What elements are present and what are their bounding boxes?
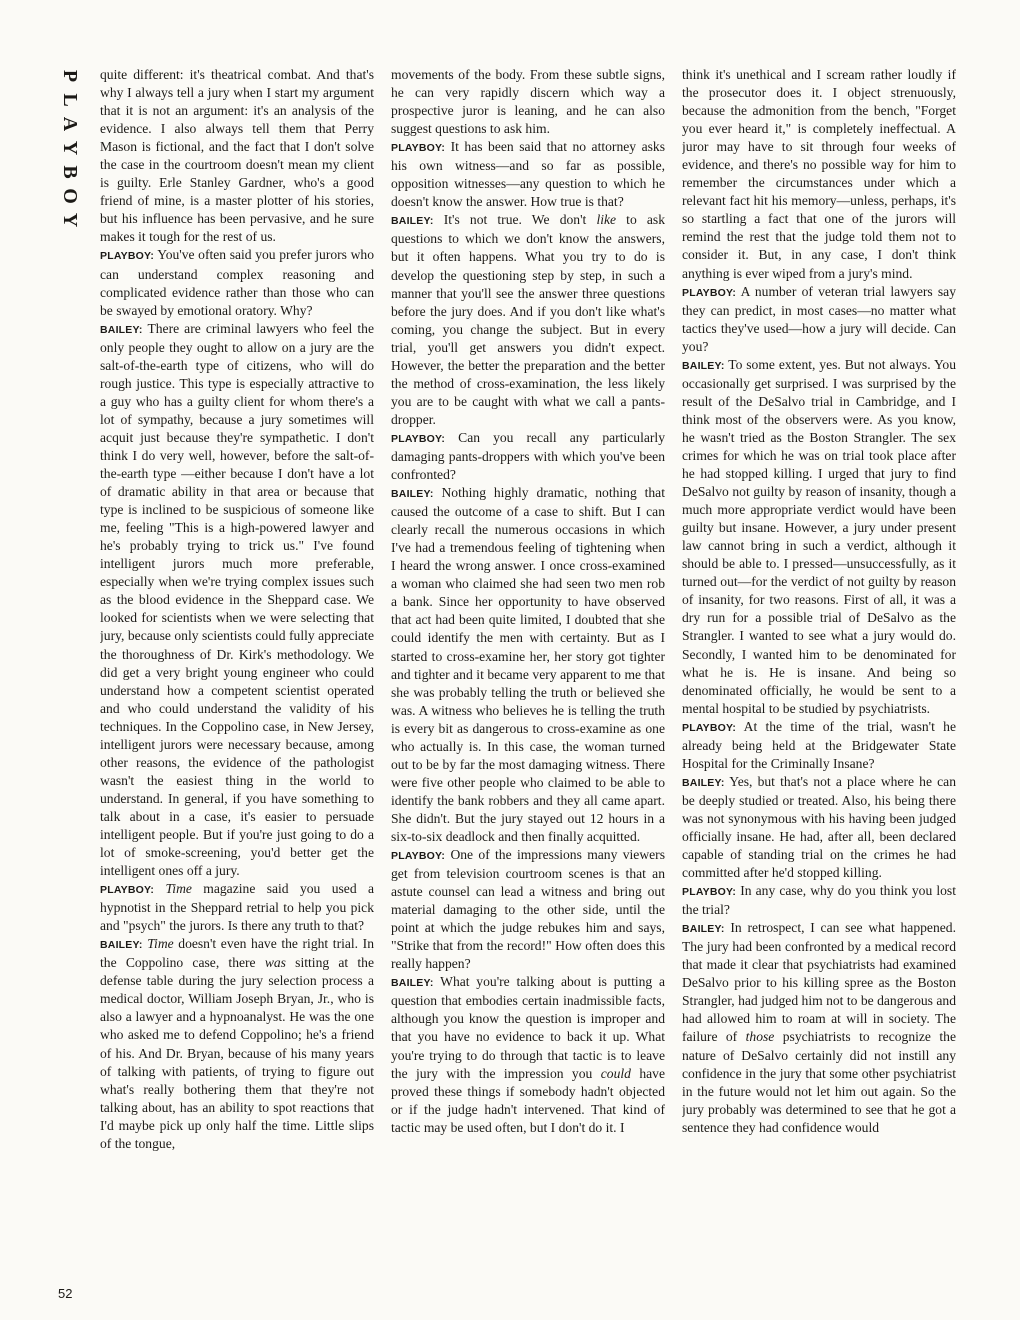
speaker-label: PLAYBOY: (682, 886, 737, 899)
masthead-letter: L (59, 93, 81, 107)
paragraph-text: doesn't even have the right trial. In the Coppolino case, there (100, 936, 374, 971)
paragraph-text: magazine said you used a hypnotist in the Sheppard retrial to help you pick and "psych" the jurors. Is there any truth to that? (100, 881, 374, 934)
text-column-2 (391, 66, 665, 1300)
speaker-label: BAILEY: (391, 977, 434, 990)
interview-paragraph (391, 973, 665, 1136)
continued-paragraph (682, 66, 956, 283)
paragraph-text: In retrospect, I can see what happened. The jury had been confronted by a medical record that made it clear that psychiatrists had examined DeSalvo prior to his killing spree as the Boston Strangler, had judged him not to be dangerous and had allowed him to roam at will in society. The failure of (682, 920, 956, 1045)
masthead-letter: B (59, 165, 81, 179)
italic-text: those (745, 1029, 775, 1045)
paragraph-text: Nothing highly dramatic, nothing that caused the outcome of a case to shift. But I can clearly recall the numerous occasions in which I've had a tremendous feeling of tightening when I heard the wrong answer. I once cross-examined a woman who claimed she had seen two men rob a bank. Since her opportunity to have observed that act had been quite limited, I doubted that she could identify the men with certainty. But as I started to cross-examine her, her story got tighter and tighter and it became very apparent to me that she was probably telling the truth or believed she was. A witness who believes he is telling the truth is every bit as dangerous to cross-examine as one who actually is. In this case, the woman turned out to be by far the most damaging witness. There were five other people who claimed to be able to identify the bank robbers and they all came apart. She didn't. But the jury stayed out 12 hours in a six-to-six deadlock and then finally acquitted. (391, 485, 665, 844)
paragraph-text: Yes, but that's not a place where he can be deeply studied or treated. Also, his being there was not synonymous with his having been judged officially insane. He had, after all, been declared capable of standing trial on the crimes he had committed after he'd stopped killing. (682, 773, 956, 881)
masthead-letter: Y (59, 212, 81, 228)
interview-paragraph (682, 356, 956, 718)
paragraph-text: What you're talking about is putting a question that embodies certain inadmissible facts, although you know the question is improper and that you have no evidence to back it up. What you're trying to do through that tactic is to leave the jury with the impression you (391, 974, 665, 1081)
continued-paragraph (100, 66, 374, 246)
speaker-label: BAILEY: (391, 488, 434, 501)
interview-paragraph (682, 882, 956, 919)
paragraph-text: There are criminal lawyers who feel the only people they ought to allow on a jury are the salt-of-the-earth type of citizens, who will do rough justice. This type is especially attractive to a guy who has a guilty client for whom there's a lot of sympathy, because a jury sometimes will acquit just because they're sympathetic. I don't think I do very well, however, before the salt-of-the-earth type —either because I don't have a lot of dramatic ability in that area or because that type is inclined to be suspicious of someone like me, feeling "This is a high-powered lawyer and he's probably trying to trick us." I've found intelligent jurors much more preferable, especially when we're trying complex issues such as the blood evidence in the Sheppard case. We looked for scientists when we were selecting that jury, because only scientists could fully appreciate the thoroughness of Dr. Kirk's methodology. We did get a very bright young engineer who could understand how a competent scientist operated and who could understand the validity of his techniques. In the Coppolino case, in New Jersey, intelligent jurors were necessary because, among other reasons, the evidence of the pathologist wasn't the easiest thing in the world to understand. In general, if you have something to talk about in a case, it's easier to persuade intelligent people. But if you're just going to do a lot of smoke-screening, you'd better get the intelligent ones off a jury. (100, 320, 374, 879)
interview-paragraph (391, 429, 665, 484)
speaker-label: BAILEY: (100, 939, 143, 952)
paragraph-text: At the time of the trial, wasn't he already being held at the Bridgewater State Hospital for the Criminally Insane? (682, 718, 956, 771)
speaker-label: BAILEY: (682, 923, 725, 936)
interview-paragraph (682, 919, 956, 1137)
masthead-letter: O (59, 188, 81, 204)
masthead-letter: A (59, 116, 81, 132)
interview-paragraph (100, 320, 374, 880)
speaker-label: PLAYBOY: (682, 721, 737, 734)
interview-paragraph (391, 846, 665, 973)
speaker-label: PLAYBOY: (682, 286, 737, 299)
paragraph-text: to ask questions to which we don't know the answers, but it often happens. What you try to do is develop the questioning step by step, in such a manner that you'll see the answer three questions before the jury does. And if you don't like what's coming, you change the subject. But in every trial, you'll get answers you didn't expect. However, the better the preparation and the better the method of cross-examination, the less likely you are to be caught with what we call a pants-dropper. (391, 212, 665, 427)
paragraph-text: movements of the body. From these subtle signs, he can very rapidly discern which way a prospective juror is leaning, and he can also suggest questions to ask him. (391, 67, 665, 137)
italic-text: Time (165, 881, 192, 897)
italic-text: was (264, 955, 286, 971)
masthead-letter: P (59, 69, 81, 83)
interview-paragraph (682, 773, 956, 882)
speaker-label: BAILEY: (682, 359, 725, 372)
speaker-label: PLAYBOY: (391, 432, 446, 445)
paragraph-text: quite different: it's theatrical combat. And that's why I always tell a jury when I start my argument that it is not an argument: it's an analysis of the evidence. I also always tell them that Perry Mason is fictional, and the fact that I don't solve the case in the courtroom doesn't mean my client is guilty. Erle Stanley Gardner, who's a good friend of mine, is a master plotter of his stories, but his influence has been pervasive, and he sure makes it tough for the rest of us. (100, 67, 374, 245)
italic-text: Time (147, 936, 174, 952)
paragraph-text: have proved these things if somebody hadn't objected or if the judge hadn't intervened. That kind of tactic may be used often, but I don't do it. I (391, 1065, 665, 1135)
paragraph-text: In any case, why do you think you lost the trial? (682, 883, 956, 918)
speaker-label: PLAYBOY: (100, 884, 155, 897)
paragraph-text: You've often said you prefer jurors who can understand complex reasoning and complicated evidence rather than those who can be swayed by emotional oratory. Why? (100, 247, 374, 318)
paragraph-text: It's not true. We don't (443, 212, 597, 228)
italic-text: like (596, 212, 617, 228)
paragraph-text: A number of veteran trial lawyers say they can predict, in most cases—no matter what tactics they've used—how a jury will decide. Can you? (682, 283, 956, 354)
interview-paragraph (100, 246, 374, 319)
italic-text: could (600, 1065, 631, 1081)
interview-paragraph (391, 138, 665, 211)
interview-paragraph (682, 283, 956, 356)
paragraph-text: One of the impressions many viewers get from television courtroom scenes is that an astute counsel can lead a witness and bring out material damaging to the other side, until the point at which the judge rebukes him and says, "Strike that from the record!" How often does this really happen? (391, 847, 665, 972)
interview-paragraph (391, 484, 665, 846)
interview-paragraph (682, 718, 956, 773)
paragraph-text: psychiatrists to recognize the nature of DeSalvo certainly did not instill any confidence in the jury that some other psychiatrist in the future would not let him out again. So the jury probably was determined to see that he got a sentence they had confidence would (682, 1029, 956, 1135)
speaker-label: PLAYBOY: (391, 142, 446, 155)
paragraph-text: It has been said that no attorney asks his own witness—and so far as possible, opposition witnesses—any question to which he doesn't know the answer. How true is that? (391, 139, 665, 210)
text-column-3 (682, 66, 956, 1300)
continued-paragraph (391, 66, 665, 138)
paragraph-text: think it's unethical and I scream rather loudly if the prosecutor does it. I object strenuously, because the admonition from the bench, "Forget you ever heard it," is completely ineffectual. A juror may have to sit through four weeks of evidence, and there's no possible way for him to remember the circumstances under which a relevant fact hit his memory—unless, perhaps, it's so startling a fact that one of the jurors will remind the rest that the judge told them not to consider it. But, in any case, I don't think anything is ever wiped from a jury's mind. (682, 67, 956, 281)
paragraph-text: sitting at the defense table during the jury selection process a medical doctor, William Joseph Bryan, Jr., who is also a lawyer and a hypnoanalyst. He was the one who asked me to defend Coppolino; he's a friend of his. And Dr. Bryan, because of his many years of talking with patients, of trying to figure out what's really bothering them that they're not talking about, has an ability to spot reactions that I'd maybe pick up only half the time. Little slips of the tongue, (100, 955, 374, 1151)
interview-paragraph (100, 880, 374, 935)
speaker-label: PLAYBOY: (391, 850, 446, 863)
speaker-label: BAILEY: (100, 323, 143, 336)
text-column-1 (100, 66, 374, 1300)
page-number: 52 (58, 1286, 73, 1301)
interview-paragraph (391, 211, 665, 429)
speaker-label: BAILEY: (682, 776, 725, 789)
magazine-masthead (55, 64, 85, 232)
paragraph-text: To some extent, yes. But not always. You occasionally get surprised. I was surprised by the result of the DeSalvo trial in Cambridge, and I think most of the observers were. As you know, he wasn't tried as the Boston Strangler. The sex crimes for which he was on trial took place after he had stopped killing. I urged that jury to find DeSalvo not guilty by reason of insanity, though a much more appropriate verdict would have been guilty but insane. However, a jury under present law cannot bring in such a verdict, although it should be able to. I pressed—unsuccessfully, as it turned out—for the verdict of not guilty by reason of insanity, for two reasons. First of all, it was a dry run for a possible trial of DeSalvo as the Strangler. I wanted to see what a jury would do. Secondly, I wanted him to be denominated for what he is. He is insane. And being so denominated officially, he would be sent to a mental hospital to be studied by psychiatrists. (682, 356, 956, 716)
speaker-label: PLAYBOY: (100, 250, 155, 263)
paragraph-text: Can you recall any particularly damaging pants-droppers with which you've been confronted? (391, 429, 665, 483)
masthead-letter: Y (59, 140, 81, 156)
speaker-label: BAILEY: (391, 215, 434, 228)
interview-paragraph (100, 935, 374, 1153)
